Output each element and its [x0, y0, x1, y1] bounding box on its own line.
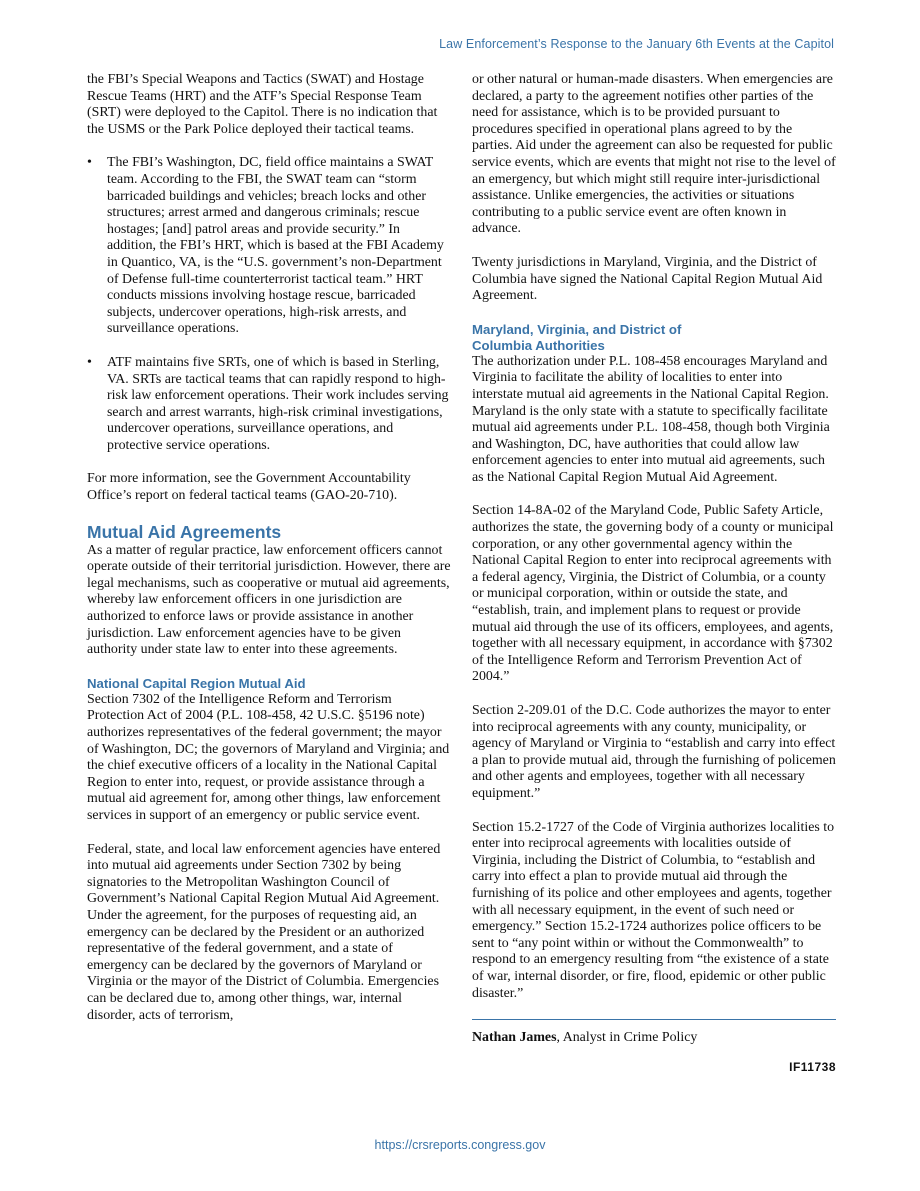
section-7302-paragraph: Section 7302 of the Intelligence Reform and Terrorism Protection Act of 2004 (P.L. 108-458, 42 U.S.C. §5196 note) authorizes representatives of the federal government; the mayor of Washington, DC; the governors of Maryland and Virginia; and the chief executive officers of a locality in the National Capital Region to enter into, request, or provide assistance through a mutual aid agreement for, among other things, law enforcement services in support of an emergency or public service event. [87, 691, 450, 823]
virginia-code-paragraph: Section 15.2-1727 of the Code of Virginia authorizes localities to enter into reciprocal agreements with localities outside of Virginia, including the District of Columbia, to “establish and carry into effect a plan to provide mutual aid through the furnishing of its police and other employees and agents, together with all necessary equipment, in the event of such need or emergency.” Section 15.2-1724 authorizes police officers to be sent to “any point within or without the Commonwealth” to respond to an emergency resulting from “the existence of a state of war, internal disorder, or fire, flood, epidemic or other public disaster.” [472, 819, 835, 1001]
left-column [87, 72, 451, 1041]
right-column [472, 72, 836, 1075]
agreement-paragraph: Federal, state, and local law enforcement agencies have entered into mutual aid agreements under Section 7302 by being signatories to the Metropolitan Washington Council of Government’s National Capital Region Mutual Aid Agreement. Under the agreement, for the purposes of requesting aid, an emergency can be declared by the President or an authorized representative of the federal government, and a state of emergency can be declared by the governors of Maryland or Virginia or the mayor of the District of Columbia. Emergencies can be declared due to, among other things, war, internal disorder, acts of terrorism, [87, 841, 441, 1023]
subsection-heading: National Capital Region Mutual Aid [87, 675, 306, 691]
more-info-paragraph: For more information, see the Government Accountability Office’s report on federal tactical teams (GAO-20-710). [87, 471, 411, 504]
subsection-heading-line: Maryland, Virginia, and District of [472, 321, 682, 337]
running-header: Law Enforcement’s Response to the January 6th Events at the Capitol [439, 37, 834, 51]
author-name: Nathan James [472, 1030, 557, 1046]
list-item: • The FBI’s Washington, DC, field office maintains a SWAT team. According to the FBI, the SWAT team can “storm barricaded buildings and vehicles; breach locks and other structures; arrest armed and dangerous criminals; rescue hostages; [and] patrol areas and provide security.” In addition, the FBI’s HRT, which is based at the FBI Academy in Quantico, VA, is the “U.S. government’s non-Department of Defense full-time counterterrorist tactical team.” HRT conducts missions involving hostage rescue, barricaded subjects, undercover operations, high-risk arrests, and surveillance operations. [87, 155, 451, 338]
authorization-paragraph: The authorization under P.L. 108-458 encourages Maryland and Virginia to facilitate the ability of localities to enter into interstate mutual aid agreements in the National Capital Region. Maryland is the only state with a statute to specifically facilitate mutual aid agreements under P.L. 108-458, though both Virginia and Washington, DC, have authorities that could allow law enforcement agencies to enter into mutual aid agreements, such as the National Capital Region Mutual Aid Agreement. [472, 353, 830, 485]
twenty-jurisdictions-paragraph: Twenty jurisdictions in Maryland, Virginia, and the District of Columbia have signed the National Capital Region Mutual Aid Agreement. [472, 254, 823, 304]
mutual-aid-paragraph: As a matter of regular practice, law enforcement officers cannot operate outside of their territorial jurisdiction. However, there are legal mechanisms, such as cooperative or mutual aid agreements, whereby law enforcement officers in one jurisdiction are authorized to enforce laws or provide assistance in another jurisdiction. Law enforcement agencies have to be given authority under state law to enter into these agreements. [87, 542, 451, 658]
section-heading: Mutual Aid Agreements [87, 521, 282, 542]
document-code: IF11738 [789, 1059, 836, 1074]
author-title: , Analyst in Crime Policy [556, 1030, 698, 1046]
intro-paragraph: the FBI’s Special Weapons and Tactics (SWAT) and Hostage Rescue Teams (HRT) and the ATF’s Special Response Team (SRT) were deployed to the Capitol. There is no indication that the USMS or the Park Police deployed their tactical teams. [87, 72, 438, 137]
dc-code-paragraph: Section 2-209.01 of the D.C. Code authorizes the mayor to enter into reciprocal agreements with any county, municipality, or agency of Maryland or Virginia to “establish and carry into effect a plan to provide mutual aid, through the furnishing of policemen and other agents and employees, together with all necessary equipment.” [472, 703, 836, 801]
author-line [472, 1030, 836, 1047]
subsection-heading-line: Columbia Authorities [472, 337, 605, 353]
tactical-teams-list [87, 155, 451, 454]
footer-link[interactable]: https://crsreports.congress.gov [374, 1138, 546, 1152]
maryland-code-paragraph: Section 14-8A-02 of the Maryland Code, Public Safety Article, authorizes the state, the governing body of a county or municipal corporation, or any other governmental agency within the National Capital Region to enter into reciprocal agreements with a federal agency, Virginia, the District of Columbia, or a county or municipal corporation, within or outside the state, and “establish, train, and implement plans to request or provide mutual aid through the use of its officers, employees, and agents, together with all necessary equipment, in accordance with §7302 of the Intelligence Reform and Terrorism Prevention Act of 2004.” [472, 503, 834, 685]
list-item: • ATF maintains five SRTs, one of which is based in Sterling, VA. SRTs are tactical teams that can rapidly respond to high-risk law enforcement operations. Their work includes serving search and arrest warrants, high-risk criminal investigations, undercover operations, surveillance operations, and protective service operations. [87, 355, 451, 455]
continued-paragraph: or other natural or human-made disasters. When emergencies are declared, a party to the agreement notifies other parties of the need for assistance, which is to be provided pursuant to procedures specified in operational plans agreed to by the parties. Aid under the agreement can also be requested for public service events, which are events that might not rise to the level of an emergency, but which might still require inter-jurisdictional assistance. Unlike emergencies, the activities or situations contributing to a public service event are often known in advance. [472, 72, 836, 237]
author-divider [472, 1019, 836, 1020]
subsection-heading [472, 322, 836, 354]
